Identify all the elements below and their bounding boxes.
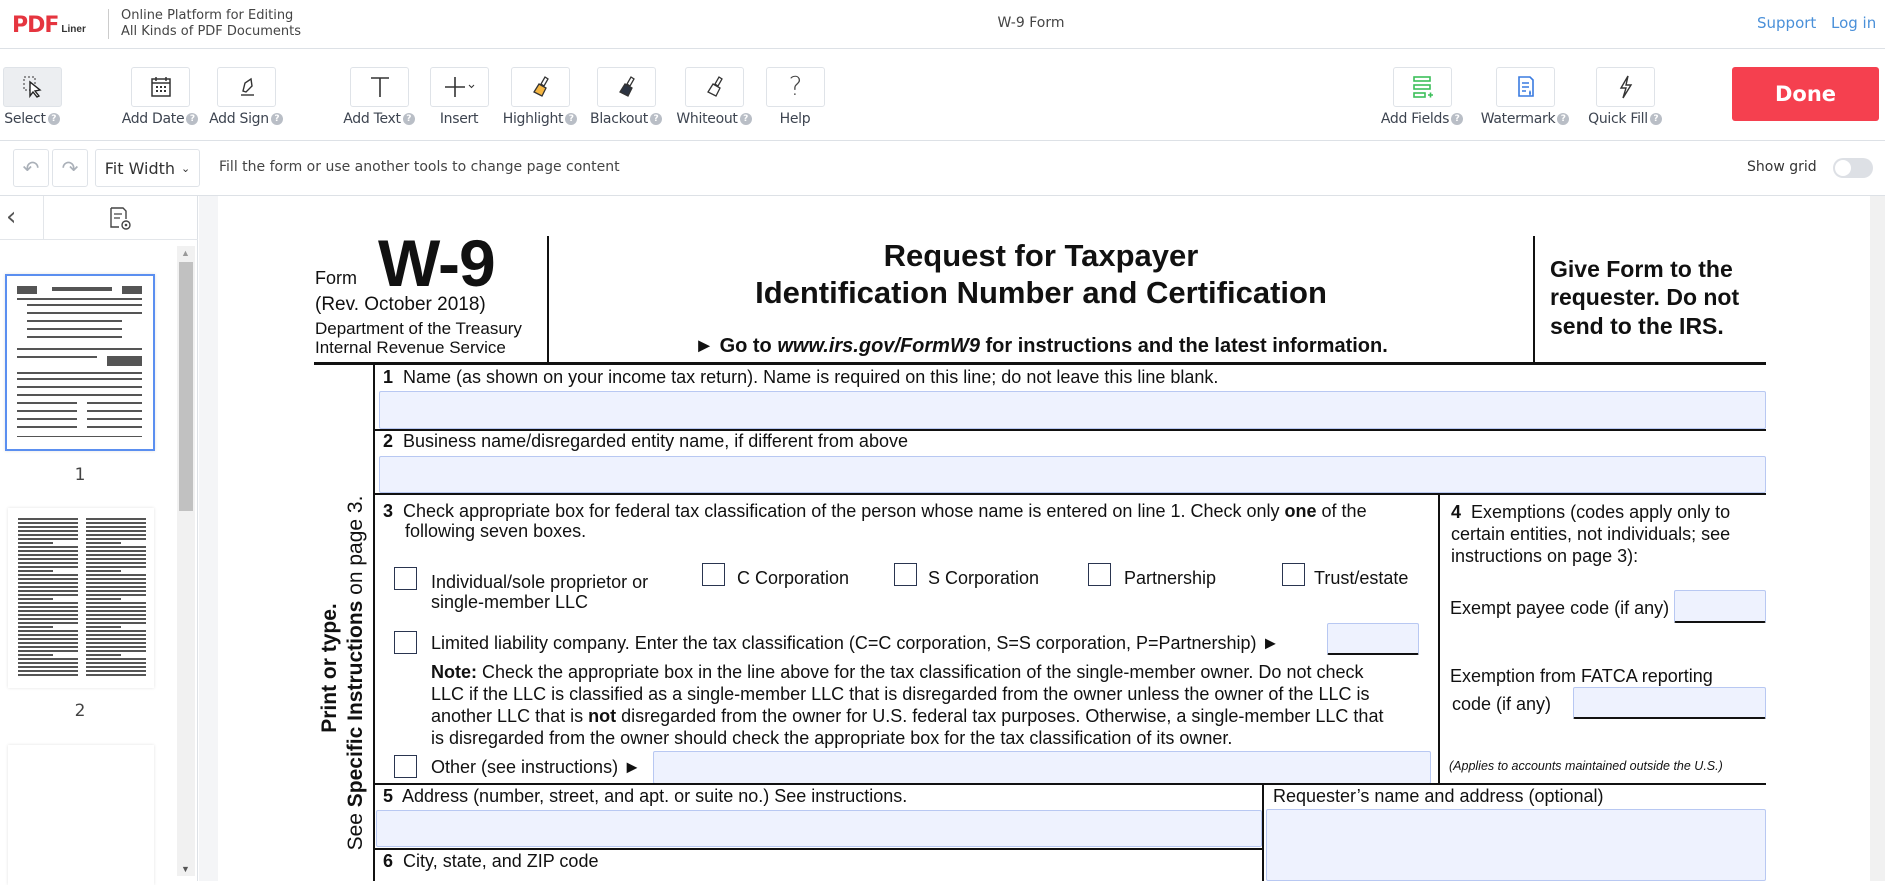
requester-label: Requester’s name and address (optional) (1273, 786, 1604, 806)
irs-url: www.irs.gov/FormW9 (777, 335, 980, 357)
tool-label: Add Date (121, 111, 185, 127)
thumbnail-text-line (86, 562, 146, 564)
line-text: City, state, and ZIP code (403, 851, 599, 871)
zoom-select[interactable] (95, 149, 200, 187)
zoom-value: Fit Width (104, 158, 176, 178)
tool-label: Help (779, 111, 811, 127)
scroll-up-arrow-icon[interactable]: ▲ (181, 248, 190, 258)
thumbnail-text-line (86, 574, 146, 576)
sidebar-scrollbar[interactable] (177, 246, 195, 876)
line-2-label (383, 431, 908, 451)
scrollbar-thumb[interactable] (179, 262, 193, 511)
page-thumbnail-2[interactable] (8, 508, 154, 688)
thumbnail-text-line (86, 522, 146, 524)
thumbnail-text-line (86, 658, 146, 660)
thumbnail-text-line (86, 598, 121, 600)
fatca-code-input[interactable] (1573, 687, 1766, 719)
plus-dropdown-icon (430, 67, 489, 107)
thumbnail-text-line (86, 662, 146, 664)
thumbnail-text-line (86, 570, 121, 572)
form-goto (549, 336, 1533, 356)
chevron-down-icon: ⌄ (181, 161, 191, 175)
text-t-icon (350, 67, 409, 107)
business-name-input[interactable] (379, 456, 1766, 493)
thumbnail-text-line (86, 590, 146, 592)
thumbnail-text-line (18, 606, 78, 608)
page-thumbnail-3[interactable] (8, 745, 154, 885)
thumbnail-text-line (86, 650, 146, 652)
help-badge-icon[interactable]: ? (565, 113, 577, 125)
select-tool-button[interactable] (0, 49, 77, 141)
page-number-2: 2 (74, 701, 86, 721)
hint-text: Fill the form or use another tools to change page content (219, 159, 620, 175)
thumbnail-text-line (86, 610, 146, 612)
thumbnail-text-line (18, 642, 78, 644)
sidebar-header (0, 196, 198, 240)
label-line: single-member LLC (431, 592, 589, 612)
thumbnail-text-line (86, 518, 146, 520)
line-number: 3 (383, 501, 394, 521)
add-fields-icon (1393, 67, 1452, 107)
help-badge-icon[interactable]: ? (186, 113, 198, 125)
thumbnail-text-line (18, 646, 78, 648)
thumbnail-text-line (86, 538, 146, 540)
thumbnail-text-line (18, 626, 53, 628)
thumbnail-text-line (18, 582, 78, 584)
form-title-1: Request for Taxpayer (883, 238, 1199, 273)
select-cursor-icon (3, 67, 62, 107)
line-text: Exemptions (codes apply only to (1471, 502, 1731, 522)
thumbnail-text-line (86, 558, 146, 560)
redo-icon: ↷ (61, 157, 79, 180)
divider (1533, 236, 1535, 363)
thumbnail-text-line (18, 614, 78, 616)
whiteout-button[interactable] (669, 49, 759, 141)
thumbnail-preview (8, 508, 154, 688)
tool-label: Insert (439, 111, 479, 127)
app-header (0, 0, 1885, 49)
thumbnail-text-line (18, 670, 78, 672)
calendar-icon (131, 67, 190, 107)
thumbnail-text-line (18, 650, 78, 652)
individual-label (431, 572, 648, 612)
see: See (344, 807, 367, 851)
trust-estate-checkbox[interactable] (1282, 563, 1305, 586)
header-divider (108, 9, 109, 39)
main-toolbar (0, 49, 1885, 141)
other-checkbox[interactable] (394, 755, 417, 778)
print-or-type: Print or type. (318, 603, 341, 733)
thumbnail-text-line (18, 538, 78, 540)
give-form-2: requester. Do not (1550, 284, 1740, 310)
line-number: 6 (383, 851, 394, 871)
thumbnail-text-line (86, 654, 121, 656)
fatca-label-2: code (if any) (1452, 694, 1552, 714)
thumbnail-text-line (86, 602, 146, 604)
divider (374, 783, 1766, 785)
highlight-button[interactable] (495, 49, 585, 141)
page-settings-icon[interactable] (108, 206, 134, 237)
thumbnail-text-line (18, 654, 53, 656)
thumbnail-text-line (86, 526, 146, 528)
exempt-payee-input[interactable] (1674, 590, 1766, 623)
page-number-1: 1 (74, 465, 86, 485)
add-sign-button[interactable] (201, 49, 291, 141)
thumbnail-text-line (18, 566, 78, 568)
thumbnail-text-line (18, 530, 78, 532)
line-1-label (383, 367, 1218, 387)
divider (1438, 493, 1440, 784)
thumbnail-text-line (86, 542, 121, 544)
thumbnail-text-line (18, 610, 78, 612)
show-grid-label: Show grid (1747, 159, 1817, 175)
tool-label: Blackout (590, 111, 648, 127)
tagline-line-2: All Kinds of PDF Documents (121, 24, 302, 39)
thumbnail-text-line (18, 622, 78, 624)
logo-text: PDF (12, 13, 59, 38)
thumbnail-text-line (18, 602, 78, 604)
requester-input[interactable] (1266, 809, 1766, 881)
line-text: certain entities, not individuals; see (1451, 524, 1731, 544)
add-date-button[interactable] (115, 49, 205, 141)
help-badge-icon[interactable]: ? (271, 113, 283, 125)
login-link[interactable]: Log in (1831, 14, 1877, 32)
pdfliner-logo[interactable] (12, 12, 86, 38)
thumbnail-text-line (18, 526, 78, 528)
show-grid-toggle[interactable] (1833, 158, 1873, 178)
secondary-toolbar (0, 141, 1885, 196)
note-bold: not (588, 706, 617, 726)
thumbnail-text-line (18, 542, 53, 544)
thumbnail-text-line (86, 554, 146, 556)
quick-fill-button[interactable] (1580, 49, 1670, 141)
thumbnail-text-line (86, 614, 146, 616)
thumbnail-text-line (18, 590, 78, 592)
tool-label: Whiteout (676, 111, 738, 127)
thumbnail-text-line (18, 550, 78, 552)
thumbnail-text-line (18, 518, 78, 520)
note-bold: Note: (431, 662, 477, 682)
document-title: W-9 Form (997, 15, 1065, 31)
support-link[interactable]: Support (1757, 14, 1817, 32)
thumbnail-text-line (18, 658, 78, 660)
note-line-4: is disregarded from the owner should check the appropriate box for the tax classification of its owner. (431, 728, 1233, 748)
help-badge-icon[interactable]: ? (48, 113, 60, 125)
divider (1262, 784, 1264, 881)
individual-checkbox[interactable] (394, 567, 417, 590)
thumbnail-text-line (86, 582, 146, 584)
exempt-payee-label: Exempt payee code (if any) (1450, 598, 1670, 618)
thumbnail-text-line (86, 594, 146, 596)
note-text: Check the appropriate box in the line above for the tax classification of the single-member owner. Do not check (477, 662, 1364, 682)
thumbnail-text-line (18, 574, 78, 576)
thumbnail-text-line (18, 638, 78, 640)
divider (374, 493, 1766, 495)
toggle-knob (1835, 160, 1851, 176)
main-scrollbar[interactable] (1870, 196, 1885, 881)
page-thumbnails-sidebar (0, 196, 198, 881)
add-fields-button[interactable] (1377, 49, 1467, 141)
thumbnail-text-line (86, 674, 146, 676)
note-line-2: LLC if the LLC is classified as a single-member LLC that is disregarded from the owner unless the owner of the LLC is (431, 684, 1370, 704)
help-badge-icon[interactable]: ? (403, 113, 415, 125)
help-badge-icon[interactable]: ? (650, 113, 662, 125)
line-text: Address (number, street, and apt. or suite no.) See instructions. (402, 786, 908, 806)
line-text: instructions on page 3): (1451, 546, 1639, 566)
thumbnail-text-line (86, 666, 146, 668)
line-text: Business name/disregarded entity name, if different from above (403, 431, 908, 451)
c-corp-label: C Corporation (737, 568, 850, 588)
thumbnail-text-line (18, 586, 78, 588)
line-text-bold: one (1284, 501, 1317, 521)
tool-label: Add Fields (1380, 111, 1450, 127)
header-rule (314, 362, 1766, 365)
note-line-1 (431, 662, 1363, 682)
help-badge-icon[interactable]: ? (740, 113, 752, 125)
line-number: 2 (383, 431, 394, 451)
help-badge-icon[interactable]: ? (1650, 113, 1662, 125)
blackout-brush-icon (597, 67, 656, 107)
thumbnail-text-line (18, 634, 78, 636)
thumbnail-text-line (86, 550, 146, 552)
thumbnail-text-line (86, 646, 146, 648)
watermark-icon (1496, 67, 1555, 107)
line-3-label (383, 501, 1367, 521)
specific-instructions-bold: Specific Instructions (344, 600, 367, 808)
line-4-label (1451, 501, 1730, 567)
line-text: of the (1316, 501, 1367, 521)
thumbnail-text-line (18, 534, 78, 536)
address-input[interactable] (376, 810, 1262, 847)
pen-sign-icon (217, 67, 276, 107)
thumbnail-text-line (86, 534, 146, 536)
thumbnail-text-line (86, 638, 146, 640)
insert-dropdown-button[interactable] (414, 49, 504, 141)
other-input[interactable] (653, 751, 1431, 784)
note-text: another LLC that is (431, 706, 589, 726)
thumbnail-text-line (86, 630, 146, 632)
fatca-label-1: Exemption from FATCA reporting (1450, 666, 1713, 686)
name-input[interactable] (379, 391, 1766, 429)
thumbnail-text-line (18, 594, 78, 596)
tool-label: Highlight (502, 111, 564, 127)
scroll-down-arrow-icon[interactable]: ▼ (181, 864, 190, 874)
divider (374, 848, 1262, 850)
thumbnail-text-line (86, 642, 146, 644)
divider (43, 196, 44, 240)
on-page-3: on page 3. (344, 495, 367, 601)
thumbnail-text-line (18, 598, 53, 600)
fatca-note: (Applies to accounts maintained outside the U.S.) (1449, 759, 1723, 773)
thumbnail-text-line (18, 662, 78, 664)
thumbnail-text-line (86, 586, 146, 588)
tool-label: Select (4, 111, 46, 127)
tool-label: Quick Fill (1588, 111, 1648, 127)
thumbnail-text-line (86, 530, 146, 532)
tagline-line-1: Online Platform for Editing (121, 8, 294, 23)
other-label: Other (see instructions) ► (431, 757, 641, 777)
logo-sub: Liner (61, 24, 86, 35)
thumbnail-text-line (86, 618, 146, 620)
line-number: 1 (383, 367, 394, 387)
llc-label: Limited liability company. Enter the tax classification (C=C corporation, S=S corporation, P=Partnership) ► (431, 633, 1280, 653)
thumbnail-text-line (18, 674, 78, 676)
done-button[interactable]: Done (1732, 67, 1879, 121)
undo-icon: ↶ (22, 157, 40, 180)
help-button[interactable] (750, 49, 840, 141)
question-icon: ? (766, 67, 825, 107)
whiteout-brush-icon (685, 67, 744, 107)
tool-label: Add Sign (209, 111, 269, 127)
thumbnail-text-line (86, 626, 121, 628)
redo-button[interactable] (52, 149, 88, 187)
line-text: Check appropriate box for federal tax classification of the person whose name is entered on line 1. Check only (403, 501, 1285, 521)
specific-instructions (346, 496, 366, 851)
thumbnail-text-line (86, 606, 146, 608)
watermark-button[interactable] (1480, 49, 1570, 141)
label-line: Individual/sole proprietor or (431, 572, 649, 592)
thumbnail-preview (7, 276, 153, 449)
goto-suffix: for instructions and the latest information. (979, 335, 1388, 357)
thumbnail-text-line (18, 554, 78, 556)
thumbnail-text-line (18, 666, 78, 668)
line-number: 5 (383, 786, 394, 806)
form-number: W-9 (378, 226, 495, 300)
line-5-label (383, 786, 907, 806)
line-6-label (383, 851, 598, 871)
llc-checkbox[interactable] (394, 631, 417, 654)
s-corp-checkbox[interactable] (894, 563, 917, 586)
line-number: 4 (1451, 502, 1462, 522)
thumbnail-text-line (18, 546, 78, 548)
thumbnail-text-line (18, 618, 78, 620)
line-3-label-2: following seven boxes. (405, 521, 587, 541)
c-corp-checkbox[interactable] (702, 563, 725, 586)
thumbnail-text-line (86, 578, 146, 580)
s-corp-label: S Corporation (928, 568, 1040, 588)
partnership-label: Partnership (1124, 568, 1217, 588)
form-department: Department of the Treasury (315, 319, 522, 338)
thumbnail-text-line (18, 570, 53, 572)
thumbnail-text-line (86, 670, 146, 672)
thumbnail-text-line (18, 630, 78, 632)
thumbnail-text-line (18, 558, 78, 560)
form-irs: Internal Revenue Service (315, 338, 506, 357)
page-thumbnail-1[interactable] (5, 274, 155, 451)
add-text-button[interactable] (334, 49, 424, 141)
help-badge-icon[interactable]: ? (1557, 113, 1569, 125)
thumbnail-text-line (18, 578, 78, 580)
give-form-3: send to the IRS. (1550, 313, 1724, 339)
note-line-3 (431, 706, 1383, 726)
give-form-1: Give Form to the (1550, 256, 1733, 282)
collapse-sidebar-chevron-left-icon[interactable]: ‹ (6, 202, 17, 232)
partnership-checkbox[interactable] (1088, 563, 1111, 586)
blackout-button[interactable] (581, 49, 671, 141)
form-word: Form (315, 268, 357, 288)
highlight-brush-icon (511, 67, 570, 107)
thumbnail-text-line (86, 634, 146, 636)
help-badge-icon[interactable]: ? (1451, 113, 1463, 125)
form-revision: (Rev. October 2018) (315, 294, 486, 315)
goto-prefix: ► Go to (694, 335, 778, 357)
thumbnail-text-line (86, 622, 146, 624)
tagline (121, 8, 301, 40)
llc-classification-input[interactable] (1327, 623, 1419, 655)
tool-label: Watermark (1480, 111, 1556, 127)
thumbnail-text-line (86, 546, 146, 548)
undo-button[interactable] (13, 149, 49, 187)
trust-estate-label: Trust/estate (1314, 568, 1409, 588)
line-text: Name (as shown on your income tax return). Name is required on this line; do not leave this line blank. (403, 367, 1219, 387)
lightning-icon (1596, 67, 1655, 107)
thumbnail-text-line (18, 522, 78, 524)
form-title-2: Identification Number and Certification (755, 275, 1327, 310)
thumbnail-text-line (86, 566, 146, 568)
divider (373, 364, 375, 881)
tool-label: Add Text (343, 111, 401, 127)
thumbnail-text-line (18, 562, 78, 564)
note-text: disregarded from the owner for U.S. federal tax purposes. Otherwise, a single-member LLC that (616, 706, 1384, 726)
